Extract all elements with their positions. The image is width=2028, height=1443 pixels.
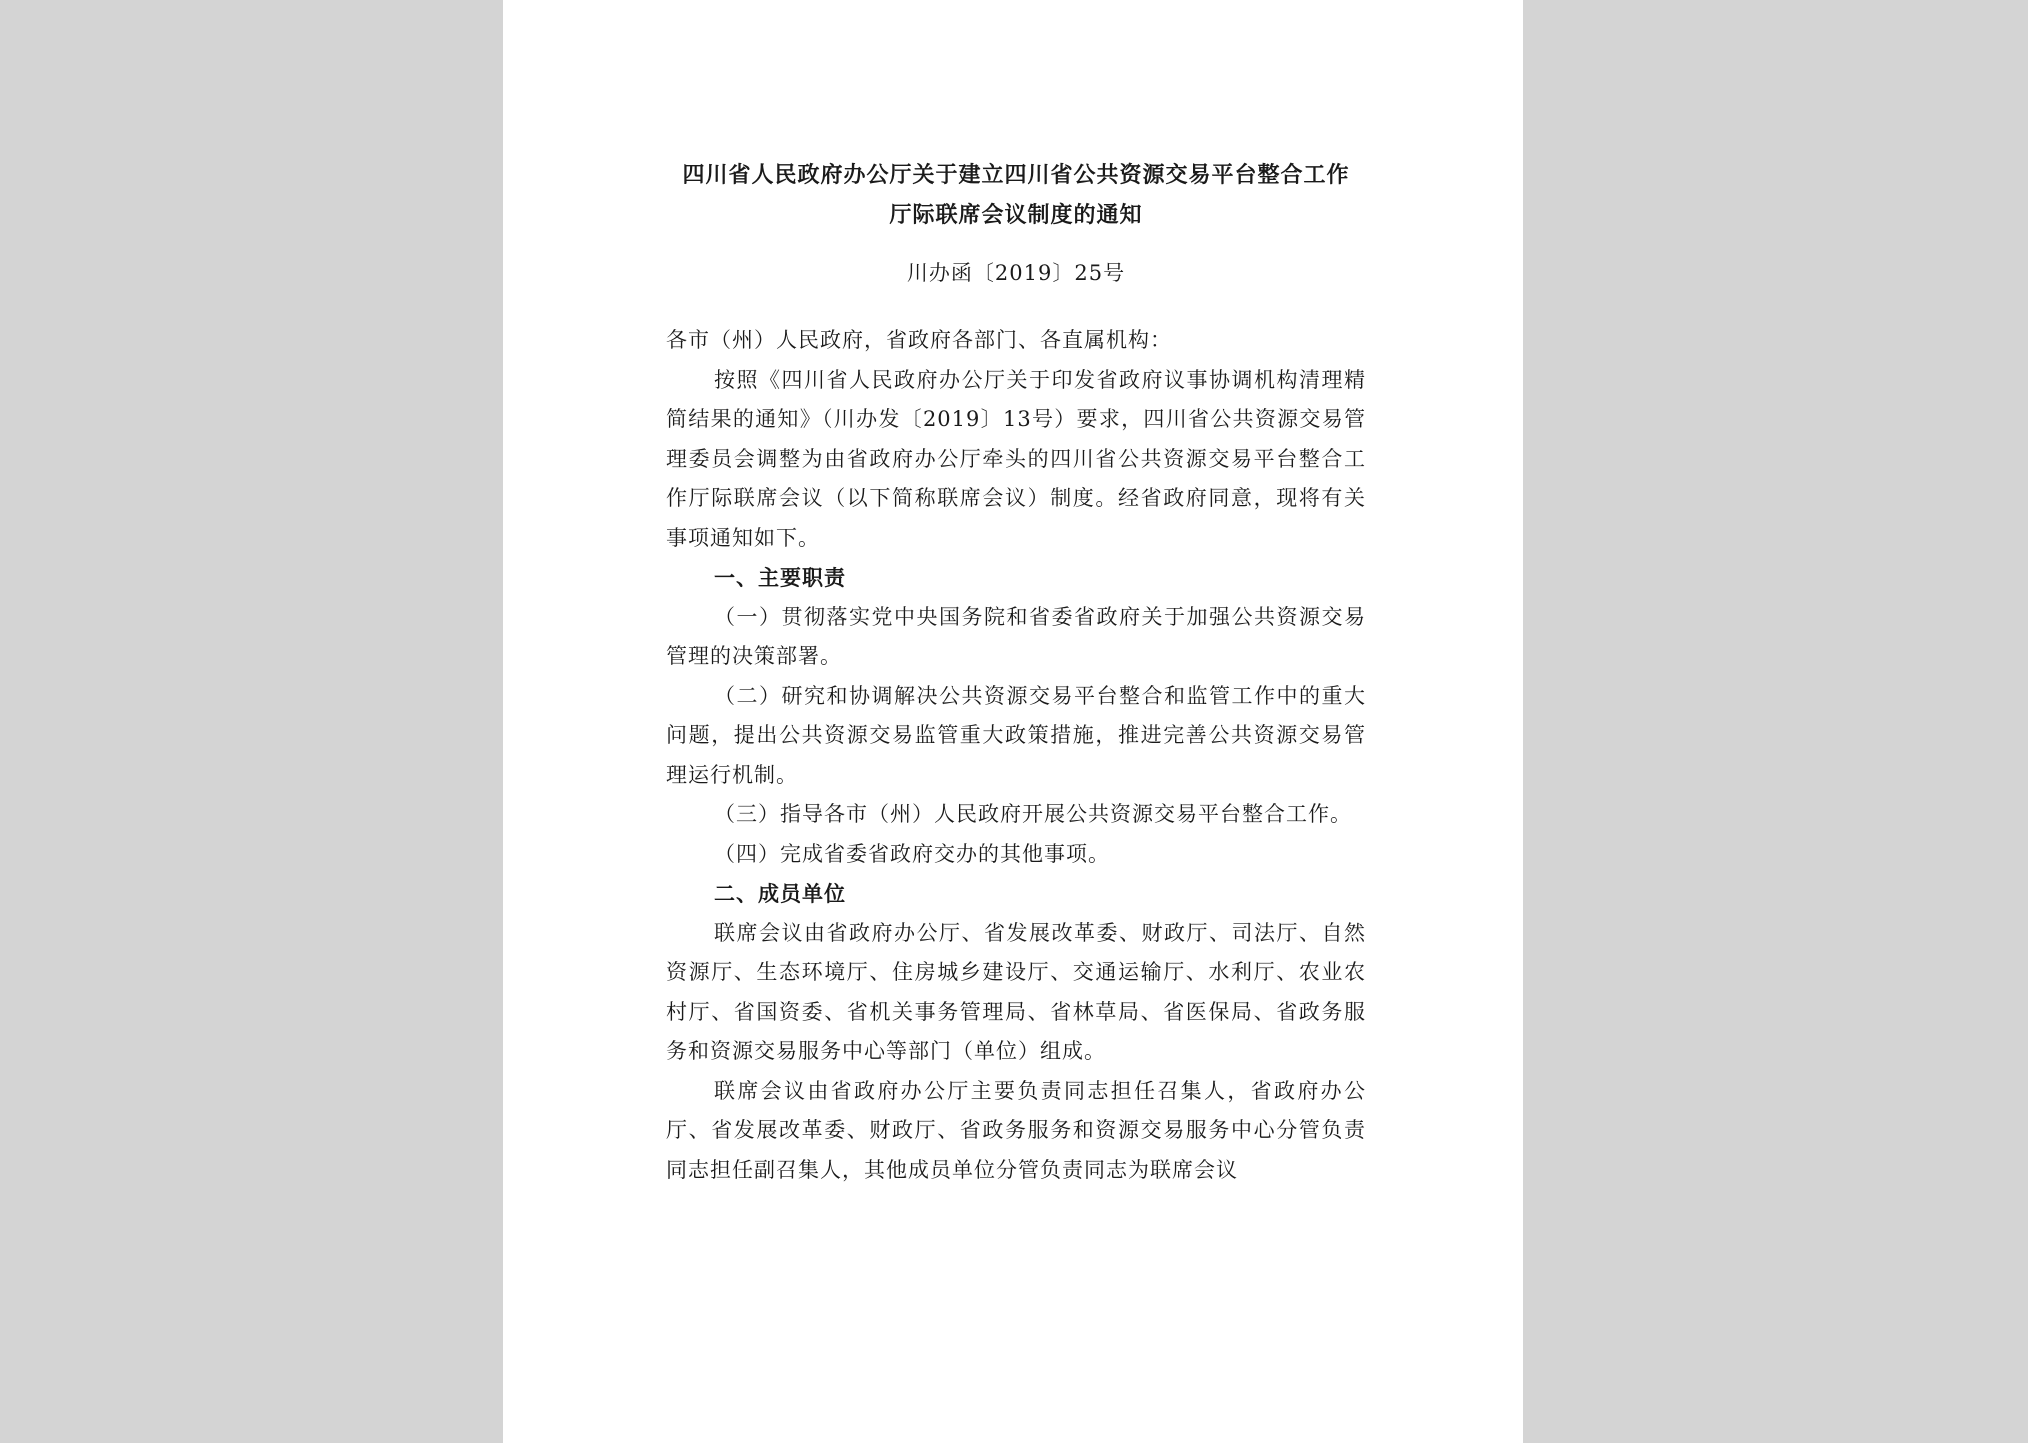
duty-item-4: （四）完成省委省政府交办的其他事项。: [714, 841, 1110, 866]
section-heading-duties: 一、主要职责: [714, 565, 846, 590]
document-page: [503, 0, 1523, 1443]
addressee: 各市（州）人民政府，省政府各部门、各直属机构：: [666, 328, 1172, 352]
document-body: [666, 155, 1366, 1190]
intro-paragraph: 按照《四川省人民政府办公厅关于印发省政府议事协调机构清理精简结果的通知》（川办发〔2019〕13号）要求，四川省公共资源交易管理委员会调整为由省政府办公厅牵头的四川省公共资源交易平台整合工作厅际联席会议（以下简称联席会议）制度。经省政府同意，现将有关事项通知如下。: [666, 367, 1366, 550]
duty-item-2: （二）研究和协调解决公共资源交易平台整合和监管工作中的重大问题，提出公共资源交易监管重大政策措施，推进完善公共资源交易管理运行机制。: [666, 683, 1366, 787]
document-number: 川办函〔2019〕25号: [906, 261, 1126, 285]
section-heading-members: 二、成员单位: [714, 881, 846, 906]
members-paragraph: 联席会议由省政府办公厅、省发展改革委、财政厅、司法厅、自然资源厅、生态环境厅、住房城乡建设厅、交通运输厅、水利厅、农业农村厅、省国资委、省机关事务管理局、省林草局、省医保局、省政务服务和资源交易服务中心等部门（单位）组成。: [666, 920, 1366, 1063]
duty-item-3: （三）指导各市（州）人民政府开展公共资源交易平台整合工作。: [714, 802, 1352, 826]
duty-item-1: （一）贯彻落实党中央国务院和省委省政府关于加强公共资源交易管理的决策部署。: [666, 604, 1366, 668]
convener-paragraph: 联席会议由省政府办公厅主要负责同志担任召集人，省政府办公厅、省发展改革委、财政厅、省政务服务和资源交易服务中心分管负责同志担任副召集人，其他成员单位分管负责同志为联席会议: [666, 1078, 1366, 1182]
document-title-line-1: 四川省人民政府办公厅关于建立四川省公共资源交易平台整合工作: [682, 162, 1350, 188]
document-title-line-2: 厅际联席会议制度的通知: [889, 202, 1143, 228]
